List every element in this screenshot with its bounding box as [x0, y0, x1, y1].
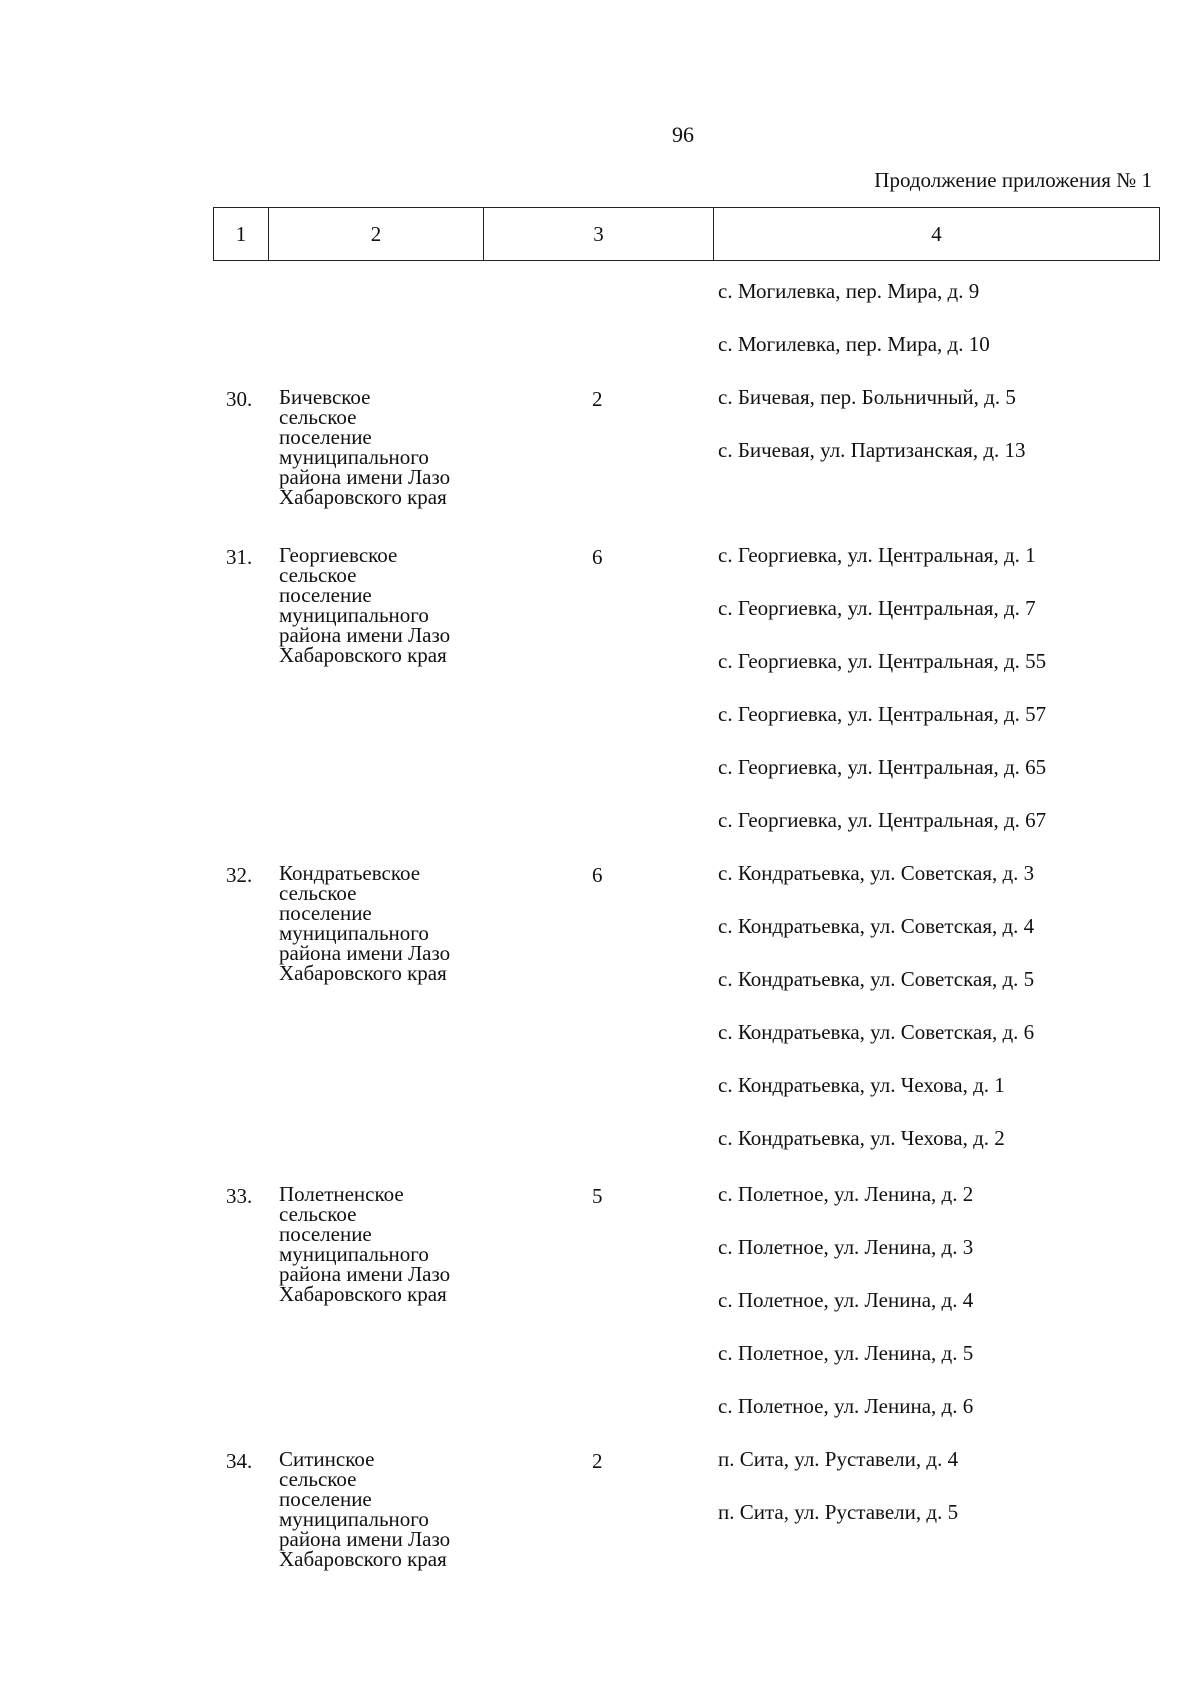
polling-station-count: 6 [592, 545, 603, 569]
entry-number: 34. [226, 1449, 253, 1473]
polling-station-count: 2 [592, 387, 603, 411]
address-item: с. Георгиевка, ул. Центральная, д. 55 [718, 649, 1047, 673]
address-item: с. Полетное, ул. Ленина, д. 6 [718, 1394, 974, 1418]
name-line: района имени Лазо [279, 1262, 451, 1286]
address-item: с. Георгиевка, ул. Центральная, д. 57 [718, 702, 1047, 726]
name-line: поселение [279, 425, 372, 449]
page-number: 96 [672, 122, 694, 147]
address-list [718, 281, 990, 387]
name-line: Хабаровского края [279, 485, 447, 509]
address-item: с. Кондратьевка, ул. Советская, д. 5 [718, 967, 1035, 991]
name-line: сельское [279, 563, 357, 587]
address-item: с. Георгиевка, ул. Центральная, д. 67 [718, 808, 1047, 832]
name-line: Хабаровского края [279, 643, 447, 667]
appendix-continuation-note: Продолжение приложения № 1 [874, 168, 1152, 192]
address-item: с. Бичевая, пер. Больничный, д. 5 [718, 385, 1016, 409]
entry-number: 33. [226, 1184, 253, 1208]
address-item: с. Полетное, ул. Ленина, д. 2 [718, 1182, 974, 1206]
address-item: с. Кондратьевка, ул. Советская, д. 4 [718, 914, 1035, 938]
name-line: района имени Лазо [279, 623, 451, 647]
name-line: Хабаровского края [279, 1547, 447, 1571]
entry-number: 30. [226, 387, 253, 411]
address-item: с. Кондратьевка, ул. Чехова, д. 1 [718, 1073, 1005, 1097]
address-item: с. Полетное, ул. Ленина, д. 5 [718, 1341, 974, 1365]
entry-number: 32. [226, 863, 253, 887]
name-line: сельское [279, 1202, 357, 1226]
address-item: с. Могилевка, пер. Мира, д. 10 [718, 332, 990, 356]
settlement-name [279, 545, 509, 665]
column-header-3: 3 [484, 208, 714, 261]
address-list [718, 1184, 973, 1449]
polling-station-count: 6 [592, 863, 603, 887]
name-line: Георгиевское [279, 543, 398, 567]
name-line: района имени Лазо [279, 941, 451, 965]
name-line: сельское [279, 405, 357, 429]
address-list [718, 1449, 958, 1555]
name-line: сельское [279, 1467, 357, 1491]
name-line: муниципального [279, 1507, 429, 1531]
name-line: сельское [279, 881, 357, 905]
address-list [718, 387, 1026, 493]
name-line: поселение [279, 1487, 372, 1511]
address-item: с. Кондратьевка, ул. Советская, д. 3 [718, 861, 1035, 885]
name-line: поселение [279, 901, 372, 925]
name-line: муниципального [279, 1242, 429, 1266]
entry-number: 31. [226, 545, 253, 569]
address-item: с. Георгиевка, ул. Центральная, д. 65 [718, 755, 1047, 779]
name-line: поселение [279, 1222, 372, 1246]
name-line: муниципального [279, 603, 429, 627]
column-header-4: 4 [714, 208, 1160, 261]
address-item: с. Кондратьевка, ул. Советская, д. 6 [718, 1020, 1035, 1044]
address-item: с. Георгиевка, ул. Центральная, д. 1 [718, 543, 1036, 567]
address-item: с. Могилевка, пер. Мира, д. 9 [718, 279, 980, 303]
polling-station-count: 2 [592, 1449, 603, 1473]
name-line: района имени Лазо [279, 465, 451, 489]
address-list [718, 545, 1046, 863]
name-line: Бичевское [279, 385, 371, 409]
address-list [718, 863, 1034, 1181]
name-line: Хабаровского края [279, 961, 447, 985]
name-line: района имени Лазо [279, 1527, 451, 1551]
column-header-1: 1 [214, 208, 269, 261]
name-line: поселение [279, 583, 372, 607]
address-item: с. Бичевая, ул. Партизанская, д. 13 [718, 438, 1026, 462]
address-item: п. Сита, ул. Руставели, д. 5 [718, 1500, 959, 1524]
address-item: с. Георгиевка, ул. Центральная, д. 7 [718, 596, 1036, 620]
address-item: с. Полетное, ул. Ленина, д. 4 [718, 1288, 974, 1312]
settlement-name [279, 1184, 509, 1304]
name-line: Полетненское [279, 1182, 404, 1206]
name-line: Хабаровского края [279, 1282, 447, 1306]
name-line: муниципального [279, 921, 429, 945]
address-item: с. Полетное, ул. Ленина, д. 3 [718, 1235, 974, 1259]
settlement-name [279, 387, 509, 507]
polling-station-count: 5 [592, 1184, 603, 1208]
name-line: муниципального [279, 445, 429, 469]
name-line: Кондратьевское [279, 861, 421, 885]
address-item: с. Кондратьевка, ул. Чехова, д. 2 [718, 1126, 1005, 1150]
column-header-table [213, 207, 1160, 261]
name-line: Ситинское [279, 1447, 375, 1471]
settlement-name [279, 863, 509, 983]
column-header-2: 2 [269, 208, 484, 261]
settlement-name [279, 1449, 509, 1569]
address-item: п. Сита, ул. Руставели, д. 4 [718, 1447, 959, 1471]
